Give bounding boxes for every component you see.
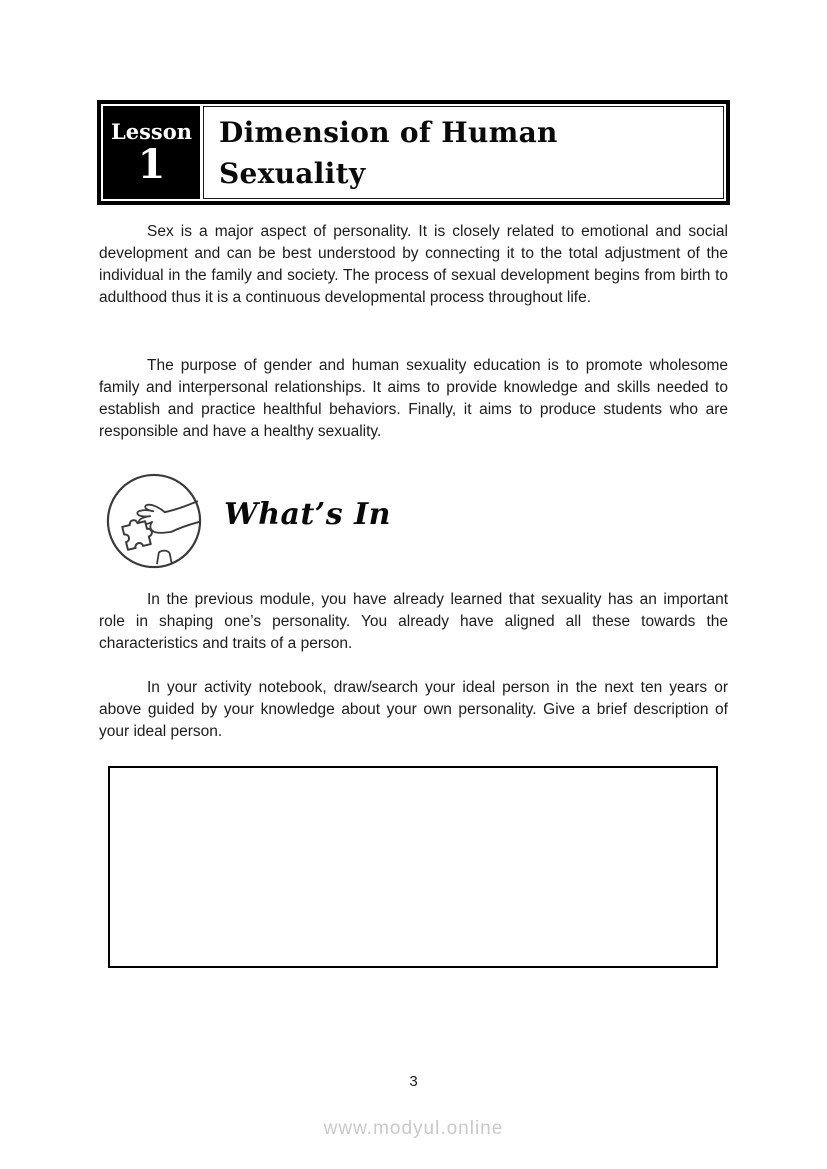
hand-puzzle-icon <box>105 472 203 570</box>
lesson-title-line2: Sexuality <box>219 156 366 190</box>
whats-in-heading: What’s In <box>224 497 391 532</box>
lesson-title-line1: Dimension of Human <box>219 115 558 149</box>
intro-paragraph-1: Sex is a major aspect of personality. It is closely related to emotional and social development and can be best understood by connecting it to the total adjustment of the individual in the family and society. The process of sexual development begins from birth to adulthood thus it is a continuous developmental process throughout life. <box>99 223 728 306</box>
lesson-title-cell <box>203 106 724 199</box>
whats-in-paragraph-2: In your activity notebook, draw/search your ideal person in the next ten years or above guided by your knowledge about your own personality. Give a brief description of your ideal person. <box>99 679 728 740</box>
lesson-label: Lesson <box>110 118 193 144</box>
page-number: 3 <box>409 1073 418 1090</box>
lesson-header <box>97 100 730 205</box>
activity-drawing-box <box>108 766 718 968</box>
whats-in-paragraph-1: In the previous module, you have already learned that sexuality has an important role in shaping one’s personality. You already have aligned all these towards the characteristics and traits of a person. <box>99 591 728 652</box>
intro-paragraph-2: The purpose of gender and human sexuality education is to promote wholesome family and interpersonal relationships. It aims to provide knowledge and skills needed to establish and practice healthful behaviors. Finally, it aims to produce students who are responsible and have a healthy sexuality. <box>99 357 728 440</box>
lesson-number-cell <box>103 106 200 199</box>
lesson-number: 1 <box>137 140 166 188</box>
watermark: www.modyul.online <box>323 1118 504 1139</box>
